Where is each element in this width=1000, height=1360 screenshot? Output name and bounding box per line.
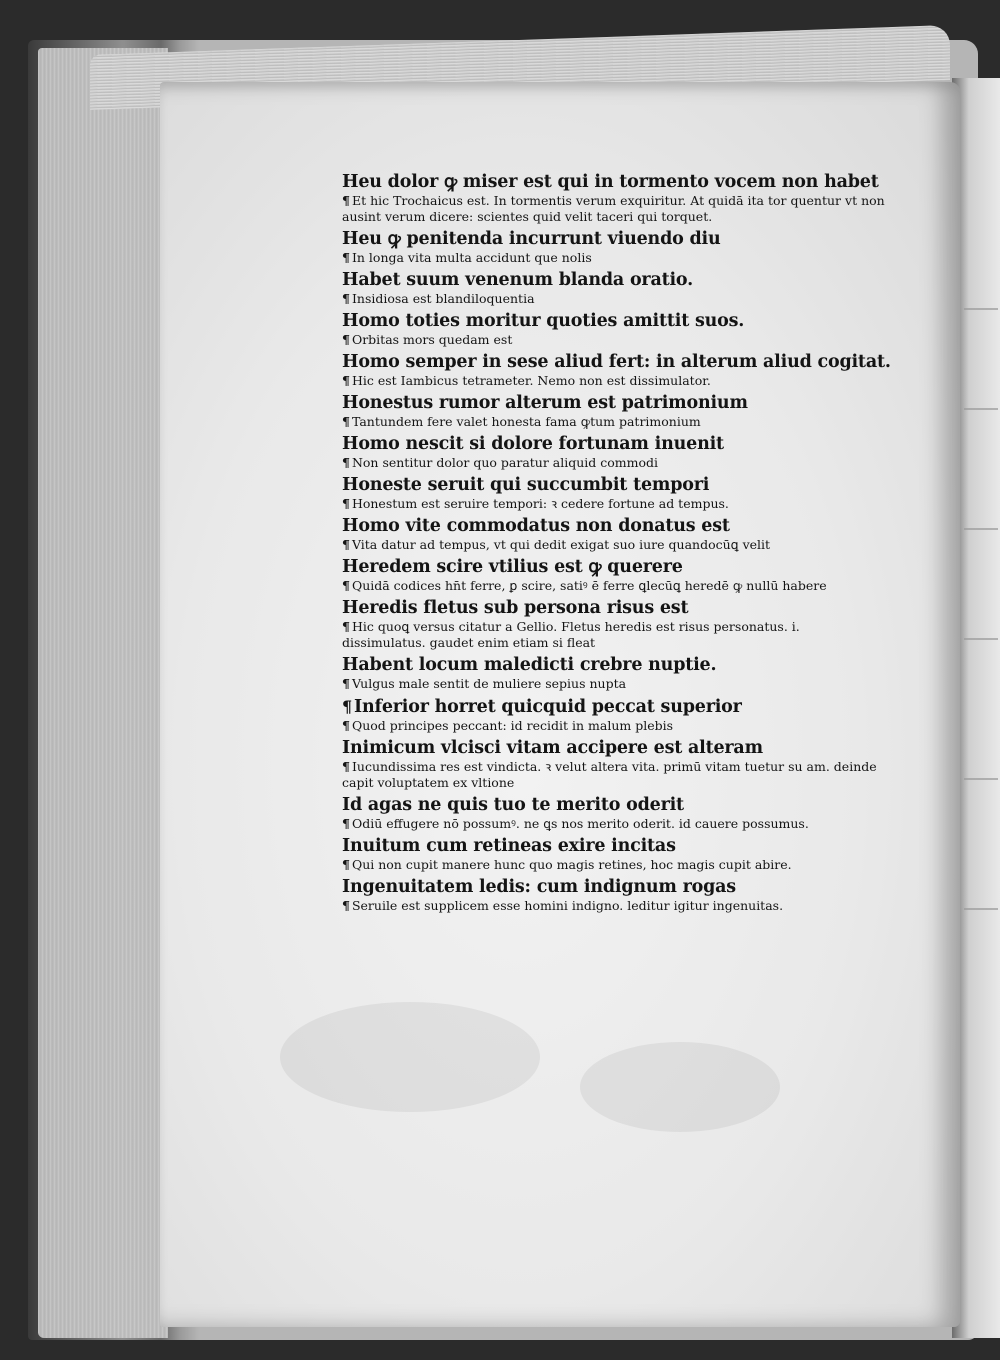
- sententia-entry: [342, 172, 887, 225]
- sententia-entry: [342, 598, 887, 651]
- sententia-heading: [342, 557, 887, 578]
- commentary-text: Seruile est supplicem esse homini indigno. leditur igitur ingenuitas.: [351, 898, 784, 913]
- pilcrow-icon: ¶: [342, 250, 350, 265]
- sententia-heading: [342, 516, 887, 537]
- sententia-heading: [342, 795, 887, 816]
- sententia-heading: [342, 655, 887, 676]
- pilcrow-icon: ¶: [342, 718, 350, 733]
- commentary-text: Insidiosa est blandiloquentia: [351, 291, 535, 306]
- heading-text: Inuitum cum retineas exire incitas: [342, 836, 676, 856]
- commentary-line: [342, 332, 887, 348]
- heading-text: Inferior horret quicquid peccat superior: [353, 697, 742, 717]
- sententia-heading: [342, 877, 887, 898]
- sententia-entry: [342, 229, 887, 266]
- commentary-line: [342, 291, 887, 307]
- sententia-heading: [342, 311, 887, 332]
- commentary-line: [342, 718, 887, 734]
- pilcrow-icon: ¶: [342, 697, 352, 716]
- heading-text: Homo vite commodatus non donatus est: [342, 516, 730, 536]
- heading-text: Habet suum venenum blanda oratio.: [342, 270, 693, 290]
- heading-text: Id agas ne quis tuo te merito oderit: [342, 795, 684, 815]
- sententia-heading: [342, 434, 887, 455]
- sententia-entry: [342, 696, 887, 734]
- commentary-text: Non sentitur dolor quo paratur aliquid commodi: [351, 455, 659, 470]
- sententia-entry: [342, 311, 887, 348]
- commentary-line: [342, 537, 887, 553]
- sententia-entry: [342, 393, 887, 430]
- pilcrow-icon: ¶: [342, 619, 350, 634]
- pilcrow-icon: ¶: [342, 898, 350, 913]
- commentary-text: Vulgus male sentit de muliere sepius nupta: [351, 676, 627, 691]
- sententia-heading: [342, 172, 887, 193]
- heading-text: Homo toties moritur quoties amittit suos.: [342, 311, 745, 331]
- sententia-heading: [342, 696, 887, 718]
- commentary-line: [342, 193, 887, 225]
- pilcrow-icon: ¶: [342, 496, 350, 511]
- sententia-heading: [342, 229, 887, 250]
- show-through-line: [964, 408, 998, 410]
- sententia-entry: [342, 434, 887, 471]
- show-through-line: [964, 528, 998, 530]
- sententia-entry: [342, 270, 887, 307]
- heading-text: Inimicum vlcisci vitam accipere est alteram: [342, 738, 763, 758]
- commentary-text: Hic quoꝗ versus citatur a Gellio. Fletus heredis est risus personatus. i. dissimulatus. gaudet enim etiam si fleat: [342, 619, 800, 650]
- commentary-line: [342, 676, 887, 692]
- text-block: [342, 172, 891, 918]
- page-edges: [38, 48, 168, 1338]
- sententia-entry: [342, 557, 887, 594]
- commentary-line: [342, 414, 887, 430]
- commentary-text: Orbitas mors quedam est: [351, 332, 513, 347]
- pilcrow-icon: ¶: [342, 414, 350, 429]
- pilcrow-icon: ¶: [342, 578, 350, 593]
- commentary-text: Quod principes peccant: id recidit in malum plebis: [351, 718, 674, 733]
- sententia-entry: [342, 795, 887, 832]
- heading-text: Heu dolor ꝙ miser est qui in tormento vocem non habet: [342, 172, 879, 192]
- sententia-entry: [342, 475, 887, 512]
- heading-text: Homo semper in sese aliud fert: in alterum aliud cogitat.: [342, 352, 891, 372]
- commentary-line: [342, 898, 887, 914]
- heading-text: Habent locum maledicti crebre nuptie.: [342, 655, 717, 675]
- commentary-line: [342, 455, 887, 471]
- commentary-text: Odiū effugere nō possumꝰ. ne ꝗs nos merito oderit. id cauere possumus.: [351, 816, 809, 831]
- commentary-line: [342, 578, 887, 594]
- sententia-heading: [342, 836, 887, 857]
- heading-text: Honeste seruit qui succumbit tempori: [342, 475, 710, 495]
- sententia-entry: [342, 836, 887, 873]
- commentary-line: [342, 857, 887, 873]
- sententia-entry: [342, 516, 887, 553]
- sententia-heading: [342, 393, 887, 414]
- pilcrow-icon: ¶: [342, 537, 350, 552]
- commentary-line: [342, 373, 887, 389]
- pilcrow-icon: ¶: [342, 332, 350, 347]
- commentary-line: [342, 619, 887, 651]
- commentary-text: Hic est Iambicus tetrameter. Nemo non est dissimulator.: [351, 373, 711, 388]
- sententia-heading: [342, 270, 887, 291]
- commentary-line: [342, 759, 887, 791]
- page-stain: [280, 1002, 540, 1112]
- heading-text: Heredem scire vtilius est ꝙ querere: [342, 557, 683, 577]
- heading-text: Heredis fletus sub persona risus est: [342, 598, 689, 618]
- page-stain: [580, 1042, 780, 1132]
- pilcrow-icon: ¶: [342, 759, 350, 774]
- pilcrow-icon: ¶: [342, 455, 350, 470]
- sententia-heading: [342, 738, 887, 759]
- pilcrow-icon: ¶: [342, 373, 350, 388]
- sententia-heading: [342, 475, 887, 496]
- show-through-line: [964, 908, 998, 910]
- commentary-text: Quidā codices hn̄t ferre, ꝑ scire, satiꝰ ē ferre ꝗlecūꝗ heredē ꝙ nullū habere: [351, 578, 827, 593]
- pilcrow-icon: ¶: [342, 193, 350, 208]
- commentary-text: In longa vita multa accidunt que nolis: [351, 250, 592, 265]
- commentary-text: Et hic Trochaicus est. In tormentis verum exquiritur. At quidā ita tor quentur vt non ausint verum dicere: scientes quid velit taceri qui torquet.: [342, 193, 885, 224]
- pilcrow-icon: ¶: [342, 676, 350, 691]
- commentary-text: Vita datur ad tempus, vt qui dedit exigat suo iure quandocūꝗ velit: [351, 537, 771, 552]
- commentary-text: Tantundem fere valet honesta fama ꝙtum patrimonium: [351, 414, 701, 429]
- commentary-text: Honestum est seruire tempori: ꝛ cedere fortune ad tempus.: [351, 496, 729, 511]
- commentary-text: Qui non cupit manere hunc quo magis retines, hoc magis cupit abire.: [351, 857, 792, 872]
- commentary-line: [342, 250, 887, 266]
- pilcrow-icon: ¶: [342, 291, 350, 306]
- heading-text: Honestus rumor alterum est patrimonium: [342, 393, 748, 413]
- commentary-text: Iucundissima res est vindicta. ꝛ velut altera vita. primū vitam tuetur su am. deinde capit voluptatem ex vltione: [342, 759, 877, 790]
- pilcrow-icon: ¶: [342, 816, 350, 831]
- show-through-line: [964, 308, 998, 310]
- commentary-line: [342, 816, 887, 832]
- sententia-entry: [342, 655, 887, 692]
- heading-text: Ingenuitatem ledis: cum indignum rogas: [342, 877, 736, 897]
- sententia-entry: [342, 877, 887, 914]
- commentary-line: [342, 496, 887, 512]
- sententia-heading: [342, 598, 887, 619]
- show-through-line: [964, 638, 998, 640]
- heading-text: Homo nescit si dolore fortunam inuenit: [342, 434, 724, 454]
- sententia-heading: [342, 352, 891, 373]
- pilcrow-icon: ¶: [342, 857, 350, 872]
- sententia-entry: [342, 738, 887, 791]
- heading-text: Heu ꝙ penitenda incurrunt viuendo diu: [342, 229, 721, 249]
- show-through-line: [964, 778, 998, 780]
- sententia-entry: [342, 352, 891, 389]
